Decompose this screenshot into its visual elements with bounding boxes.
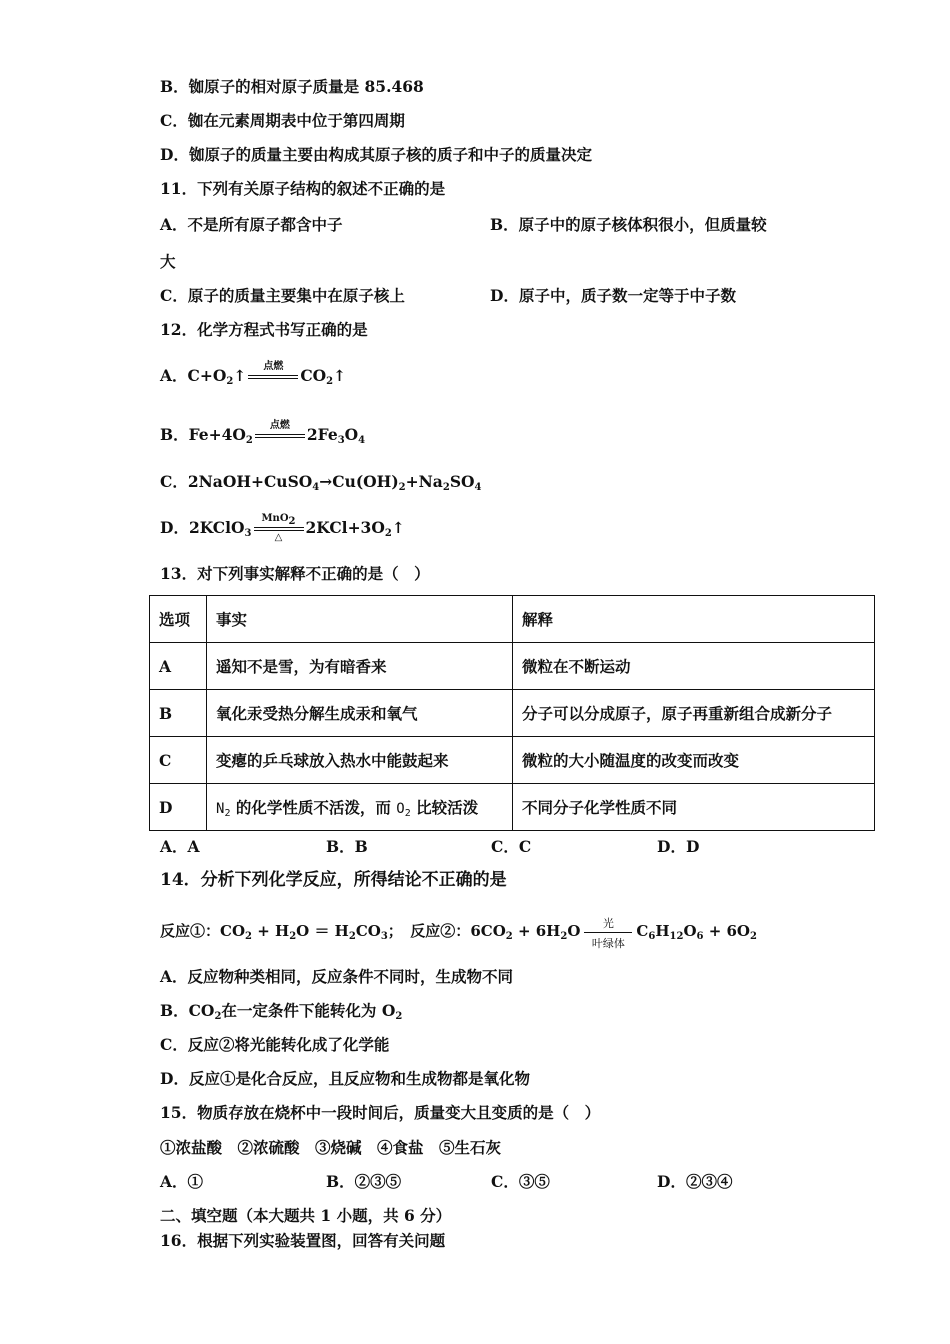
q13-option-c: C．C (491, 837, 532, 856)
section-2-heading: 二、填空题（本大题共 1 小题，共 6 分） (160, 1206, 452, 1225)
table-row (150, 690, 875, 737)
option-label: C． (160, 472, 188, 491)
condition-label: 点燃 (269, 420, 290, 431)
table-cell: 氧化汞受热分解生成汞和氧气 (207, 690, 513, 737)
q10-option-b: B．铷原子的相对原子质量是 85.468 (160, 77, 424, 96)
q14-option-a: A．反应物种类相同，反应条件不同时，生成物不同 (160, 967, 514, 986)
reaction-arrow (584, 917, 632, 950)
q14-option-c: C．反应②将光能转化成了化学能 (160, 1035, 390, 1054)
table-cell: 遥知不是雪，为有暗香来 (207, 643, 513, 690)
q13-option-b: B．B (326, 837, 368, 856)
table-row (150, 737, 875, 784)
q13-option-a: A．A (160, 837, 200, 856)
q12-option-c: C．$2NaOH+CuSO_4\to Cu(OH)_2+Na_2SO_4$ (160, 472, 482, 493)
chlorophyll-label: 叶绿体 (591, 937, 625, 950)
table-cell: 变瘪的乒乓球放入热水中能鼓起来 (207, 737, 513, 784)
table-row (150, 784, 875, 831)
table-cell: 微粒在不断运动 (513, 643, 875, 690)
q14-reactions: 反应①：$CO_2 + H_2O = H_2CO_3$； 反应②：$6CO_2 + 6H_2O$ 光 叶绿体 $C_6H_{12}O_6 + 6O_2$ (160, 921, 757, 947)
condition-label: 点燃 (263, 361, 284, 372)
header-cell: 选项 (150, 596, 207, 643)
q14-option-d: D．反应①是化合反应，且反应物和生成物都是氧化物 (160, 1069, 530, 1088)
table-cell: 微粒的大小随温度的改变而改变 (513, 737, 875, 784)
q10-option-c: C．铷在元素周期表中位于第四周期 (160, 111, 405, 130)
table-cell: D (150, 784, 207, 831)
q11-option-a: A．不是所有原子都含中子 (160, 215, 343, 234)
reaction-1-label: 反应①： (160, 922, 221, 940)
option-label: A． (160, 366, 188, 385)
table-cell: 分子可以分成原子，原子再重新组合成新分子 (513, 690, 875, 737)
delta-label: △ (274, 532, 283, 543)
q11-stem: 11．下列有关原子结构的叙述不正确的是 (160, 179, 446, 198)
q12-stem: 12．化学方程式书写正确的是 (160, 320, 368, 339)
equals-sign-dianran (248, 361, 298, 387)
equals-sign-mno2 (254, 513, 304, 543)
q12-option-b: B．$Fe+4O_2$ 点燃 $2Fe_3O_4$ (160, 420, 366, 446)
q11-option-c: C．原子的质量主要集中在原子核上 (160, 286, 405, 305)
light-label: 光 (602, 917, 614, 930)
option-label: B． (160, 425, 189, 444)
q11-option-d: D．原子中，质子数一定等于中子数 (490, 286, 736, 305)
table-cell: A (150, 643, 207, 690)
table-cell: $N_2$ 的化学性质不活泼，而 $O_2$ 比较活泼 (207, 784, 513, 831)
option-label: D． (160, 518, 189, 537)
header-cell: 事实 (207, 596, 513, 643)
table-header-row (150, 596, 875, 643)
reaction-2-label: ； 反应②： (387, 922, 471, 940)
q13-option-d: D．D (657, 837, 700, 856)
q13-stem: 13．对下列事实解释不正确的是（ ） (160, 564, 430, 583)
condition-label: MnO$_2$ (261, 513, 296, 527)
q10-option-d: D．铷原子的质量主要由构成其原子核的质子和中子的质量决定 (160, 145, 592, 164)
q11-option-b-continued: 大 (160, 252, 176, 271)
q11-option-b: B．原子中的原子核体积很小，但质量较 (490, 215, 767, 234)
q16-stem: 16．根据下列实验装置图，回答有关问题 (160, 1231, 446, 1250)
table-row (150, 643, 875, 690)
q15-option-b: B．②③⑤ (326, 1172, 402, 1191)
q12-option-d: D．2KClO$_3$ MnO$_2$ △ $2KCl+3O_2↑$ (160, 513, 405, 543)
table-cell: C (150, 737, 207, 784)
q15-stem: 15．物质存放在烧杯中一段时间后，质量变大且变质的是（ ） (160, 1103, 601, 1122)
q14-option-b: B．$CO_2$在一定条件下能转化为 $O_2$ (160, 1001, 403, 1022)
q13-table (149, 595, 875, 831)
table-cell: 不同分子化学性质不同 (513, 784, 875, 831)
q15-option-d: D．②③④ (657, 1172, 733, 1191)
q15-option-c: C．③⑤ (491, 1172, 550, 1191)
header-cell: 解释 (513, 596, 875, 643)
q14-stem: 14．分析下列化学反应，所得结论不正确的是 (160, 870, 507, 890)
q15-option-a: A．① (160, 1172, 204, 1191)
q15-items: ①浓盐酸 ②浓硫酸 ③烧碱 ④食盐 ⑤生石灰 (160, 1138, 502, 1157)
q12-option-a: A．$C+O_2↑$ 点燃 $CO_2↑$ (160, 361, 347, 387)
equals-sign-dianran (255, 420, 305, 446)
table-cell: B (150, 690, 207, 737)
